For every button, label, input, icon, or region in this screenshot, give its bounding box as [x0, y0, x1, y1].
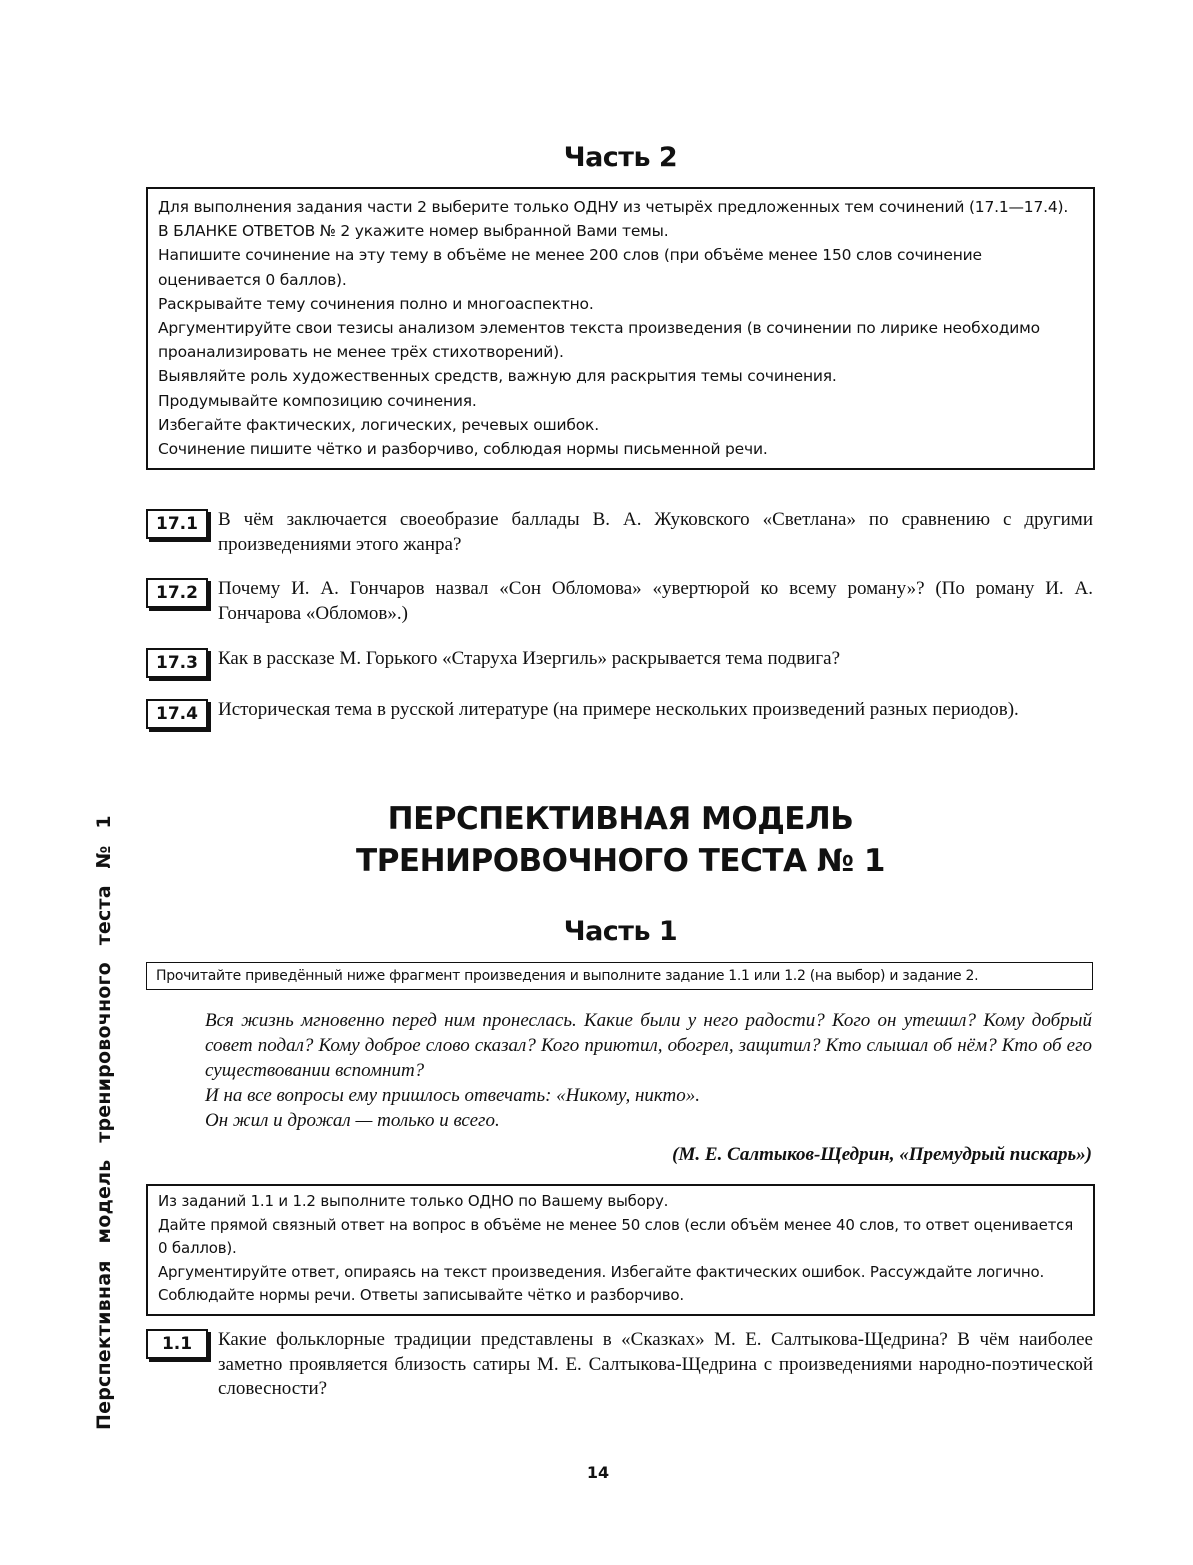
- instruction-line: Дайте прямой связный ответ на вопрос в объёме не менее 50 слов (если объём менее 40 слов, то ответ оценивается 0 баллов).: [158, 1215, 1074, 1257]
- excerpt-paragraph: И на все вопросы ему пришлось отвечать: «Никому, никто».: [205, 1085, 700, 1106]
- instruction-line: Избегайте фактических, логических, речевых ошибок.: [158, 415, 599, 434]
- model-title-line2: ТРЕНИРОВОЧНОГО ТЕСТА № 1: [356, 843, 885, 879]
- task-17-4: [146, 698, 1093, 729]
- excerpt-attribution: (М. Е. Салтыков-Щедрин, «Премудрый пискарь»): [672, 1144, 1092, 1165]
- instruction-line: Раскрывайте тему сочинения полно и многоаспектно.: [158, 294, 594, 313]
- part1-instructions-box: [146, 1184, 1095, 1316]
- instruction-line: Для выполнения задания части 2 выберите только ОДНУ из четырёх предложенных тем сочинений (17.1—17.4).: [158, 198, 1069, 216]
- instruction-line: Выявляйте роль художественных средств, важную для раскрытия темы сочинения.: [158, 367, 837, 386]
- task-number-badge: 17.2: [146, 578, 208, 608]
- instruction-line: Аргументируйте ответ, опираясь на текст произведения. Избегайте фактических ошибок. Рассуждайте логично.: [158, 1262, 1045, 1281]
- task-text: Почему И. А. Гончаров назвал «Сон Обломова» «увертюрой ко всему роману»? (По роману И. А. Гончарова «Обломов».): [218, 578, 1093, 624]
- part1-intro-box: Прочитайте приведённый ниже фрагмент произведения и выполните задание 1.1 или 1.2 (на выбор) и задание 2.: [146, 962, 1093, 990]
- task-text: Какие фольклорные традиции представлены в «Сказках» М. Е. Салтыкова-Щедрина? В чём наиболее заметно проявляется близость сатиры М. Е. Салтыкова-Щедрина с произведениями народно-поэтической словесности?: [218, 1329, 1093, 1399]
- excerpt-paragraph: Он жил и дрожал — только и всего.: [205, 1110, 500, 1131]
- part2-instructions-box: [146, 187, 1095, 470]
- model-title-line1: ПЕРСПЕКТИВНАЯ МОДЕЛЬ: [387, 801, 854, 837]
- task-number-badge: 17.1: [146, 509, 208, 539]
- part1-heading: Часть 1: [563, 916, 678, 947]
- task-1-1: [146, 1328, 1093, 1402]
- instruction-line: Продумывайте композицию сочинения.: [158, 391, 477, 410]
- task-text: В чём заключается своеобразие баллады В. А. Жуковского «Светлана» по сравнению с другими произведениями этого жанра?: [218, 509, 1093, 555]
- task-number-badge: 17.4: [146, 699, 208, 729]
- task-number-badge: 1.1: [146, 1329, 208, 1359]
- task-17-1: [146, 508, 1093, 557]
- instruction-line: Аргументируйте свои тезисы анализом элементов текста произведения (в сочинении по лирике необходимо проанализировать не менее трёх стихотворений).: [158, 319, 1040, 362]
- instruction-line: В БЛАНКЕ ОТВЕТОВ № 2 укажите номер выбранной Вами темы.: [158, 222, 669, 241]
- task-17-2: [146, 577, 1093, 626]
- task-text: Как в рассказе М. Горького «Старуха Изергиль» раскрывается тема подвига?: [218, 648, 841, 669]
- instruction-line: Соблюдайте нормы речи. Ответы записывайте чётко и разборчиво.: [158, 1286, 684, 1304]
- excerpt-paragraph: Вся жизнь мгновенно перед ним пронеслась. Какие были у него радости? Кого он утешил? Кому добрый совет подал? Кому доброе слово сказал? Кого приютил, обогрел, защитил? Кто слышал об нём? Кто об его существовании вспомнит?: [205, 1010, 1092, 1081]
- part2-heading: Часть 2: [563, 142, 678, 173]
- task-number-badge: 17.3: [146, 648, 208, 678]
- page-number: 14: [586, 1463, 610, 1482]
- instruction-line: Из заданий 1.1 и 1.2 выполните только ОДНО по Вашему выбору.: [158, 1192, 669, 1210]
- task-text: Историческая тема в русской литературе (на примере нескольких произведений разных периодов).: [218, 699, 1019, 720]
- instruction-line: Напишите сочинение на эту тему в объёме не менее 200 слов (при объёме менее 150 слов сочинение оценивается 0 баллов).: [158, 246, 982, 289]
- literary-excerpt: [205, 1008, 1092, 1167]
- model-title: [148, 798, 1093, 882]
- task-17-3: [146, 647, 1093, 678]
- side-running-title: Перспективная модель тренировочного теста № 1: [93, 815, 115, 1430]
- instruction-line: Сочинение пишите чётко и разборчиво, соблюдая нормы письменной речи.: [158, 440, 768, 459]
